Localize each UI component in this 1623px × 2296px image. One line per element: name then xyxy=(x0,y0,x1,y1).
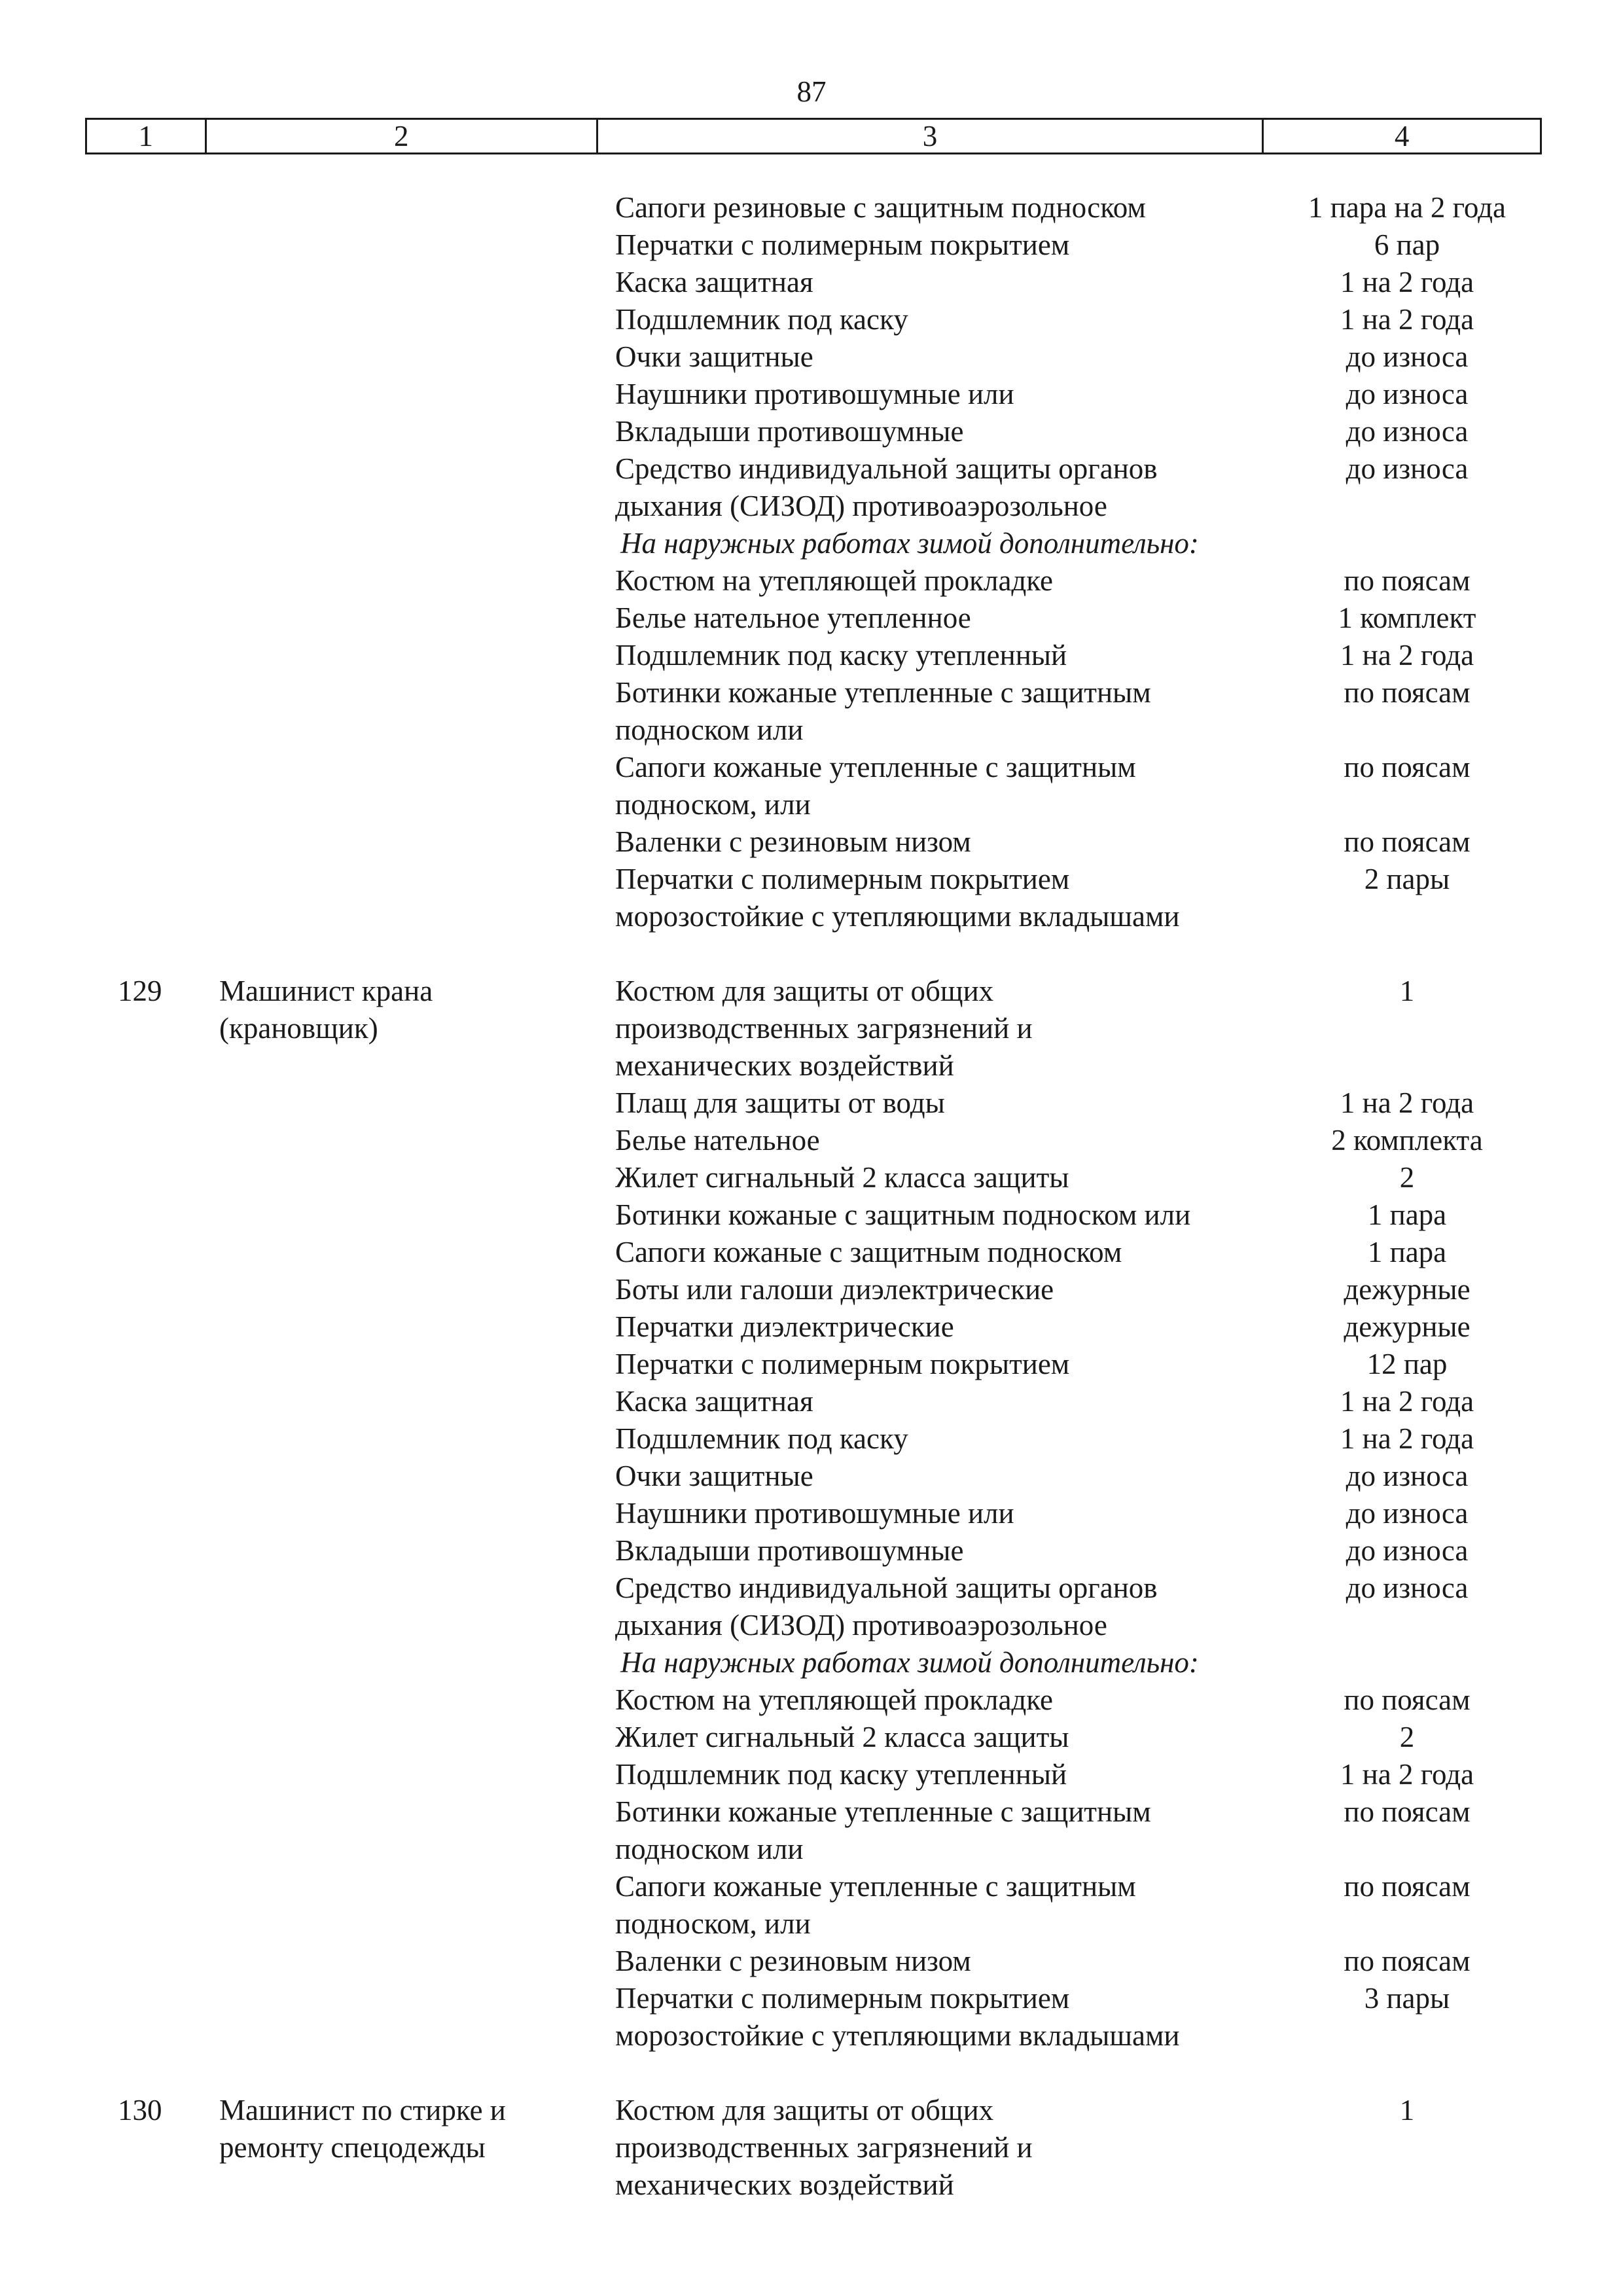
ppe-item-name: Перчатки с полимерным покрытием xyxy=(615,1348,1070,1380)
ppe-item-name: Подшлемник под каску xyxy=(615,303,908,336)
ppe-item-list xyxy=(615,189,1531,935)
ppe-item-row xyxy=(615,1458,1531,1495)
page-number: 87 xyxy=(796,75,827,108)
ppe-item-name: Сапоги кожаные утепленные с защитным подноском, или xyxy=(615,751,1136,821)
profession-group xyxy=(0,189,1623,935)
ppe-item-row xyxy=(615,1495,1531,1532)
ppe-item-norm: по поясам xyxy=(1344,1683,1471,1716)
ppe-item-norm: 1 на 2 года xyxy=(1340,1758,1474,1791)
ppe-item-row xyxy=(615,189,1531,226)
ppe-item-norm: 1 xyxy=(1399,2094,1415,2126)
ppe-item-norm: 1 на 2 года xyxy=(1340,1422,1474,1455)
ppe-item-name: Белье нательное xyxy=(615,1124,820,1157)
ppe-item-norm: 2 xyxy=(1399,1161,1415,1194)
ppe-item-row xyxy=(615,1159,1531,1196)
ppe-item-name: Средство индивидуальной защиты органов дыхания (СИЗОД) противоаэрозольное xyxy=(615,452,1158,522)
column-header-table xyxy=(85,118,1542,154)
ppe-item-row xyxy=(615,1980,1531,2054)
ppe-item-name: Очки защитные xyxy=(615,340,813,373)
ppe-item-list xyxy=(615,2092,1531,2204)
ppe-item-row xyxy=(615,1756,1531,1793)
ppe-item-row xyxy=(615,1122,1531,1159)
ppe-item-name: Средство индивидуальной защиты органов дыхания (СИЗОД) противоаэрозольное xyxy=(615,1571,1158,1641)
ppe-item-row xyxy=(615,264,1531,301)
ppe-item-name: Вкладыши противошумные xyxy=(615,1534,964,1567)
ppe-item-name: Плащ для защиты от воды xyxy=(615,1086,945,1119)
ppe-item-norm: до износа xyxy=(1346,452,1469,485)
ppe-item-name: Перчатки диэлектрические xyxy=(615,1310,954,1343)
ppe-item-row xyxy=(615,1383,1531,1420)
ppe-item-name: Перчатки с полимерным покрытием морозостойкие с утепляющими вкладышами xyxy=(615,863,1180,933)
profession-group xyxy=(0,2092,1623,2204)
ppe-item-row xyxy=(615,1943,1531,1980)
ppe-item-norm: до износа xyxy=(1346,1571,1469,1604)
row-number: 129 xyxy=(118,975,162,1007)
profession-name: Машинист крана (крановщик) xyxy=(219,975,433,1045)
profession-group xyxy=(0,973,1623,2054)
ppe-item-name: Перчатки с полимерным покрытием xyxy=(615,228,1070,261)
ppe-item-name: Каска защитная xyxy=(615,1385,813,1418)
ppe-item-norm: по поясам xyxy=(1344,751,1471,783)
ppe-item-name: Костюм на утепляющей прокладке xyxy=(615,1683,1054,1716)
column-header-2: 2 xyxy=(205,120,596,152)
ppe-norms-table-body xyxy=(0,189,1623,2241)
ppe-item-norm: 2 комплекта xyxy=(1331,1124,1483,1157)
ppe-item-name: Жилет сигнальный 2 класса защиты xyxy=(615,1161,1069,1194)
ppe-item-row xyxy=(615,376,1531,413)
ppe-item-row xyxy=(615,450,1531,525)
ppe-item-name: Сапоги резиновые с защитным подноском xyxy=(615,191,1146,224)
ppe-item-name: Ботинки кожаные с защитным подноском или xyxy=(615,1198,1191,1231)
ppe-item-norm: 12 пар xyxy=(1366,1348,1448,1380)
ppe-item-norm: до износа xyxy=(1346,1497,1469,1530)
ppe-item-row xyxy=(615,861,1531,935)
ppe-item-row xyxy=(615,1570,1531,1644)
ppe-item-norm: 1 на 2 года xyxy=(1340,303,1474,336)
ppe-item-row xyxy=(615,1234,1531,1271)
profession-name: Машинист по стирке и ремонту спецодежды xyxy=(219,2094,506,2164)
ppe-item-name: Валенки с резиновым низом xyxy=(615,825,971,858)
ppe-item-name: Подшлемник под каску утепленный xyxy=(615,1758,1067,1791)
ppe-item-norm: по поясам xyxy=(1344,825,1471,858)
row-number: 130 xyxy=(118,2094,162,2126)
ppe-item-row xyxy=(615,413,1531,450)
ppe-item-row xyxy=(615,600,1531,637)
ppe-item-row xyxy=(615,1420,1531,1458)
ppe-item-norm: по поясам xyxy=(1344,676,1471,709)
ppe-item-name: Боты или галоши диэлектрические xyxy=(615,1273,1054,1306)
ppe-item-row xyxy=(615,1271,1531,1308)
ppe-item-name: Валенки с резиновым низом xyxy=(615,1945,971,1977)
ppe-item-name: Ботинки кожаные утепленные с защитным подноском или xyxy=(615,1795,1151,1865)
ppe-item-row xyxy=(615,674,1531,749)
column-header-4: 4 xyxy=(1262,120,1540,152)
ppe-item-row xyxy=(615,1196,1531,1234)
column-header-3: 3 xyxy=(596,120,1262,152)
column-header-1: 1 xyxy=(138,120,153,152)
ppe-item-row xyxy=(615,1793,1531,1868)
ppe-item-name: Жилет сигнальный 2 класса защиты xyxy=(615,1721,1069,1753)
ppe-item-norm: по поясам xyxy=(1344,564,1471,597)
ppe-item-row xyxy=(615,637,1531,674)
ppe-item-norm: по поясам xyxy=(1344,1795,1471,1828)
ppe-item-norm: 1 на 2 года xyxy=(1340,266,1474,298)
ppe-item-norm: 2 xyxy=(1399,1721,1415,1753)
ppe-item-name: Наушники противошумные или xyxy=(615,1497,1014,1530)
ppe-item-name: Костюм для защиты от общих производственных загрязнений и механических воздействий xyxy=(615,975,1033,1082)
ppe-item-name: Белье нательное утепленное xyxy=(615,601,971,634)
section-subheading: На наружных работах зимой дополнительно: xyxy=(620,1646,1199,1679)
ppe-item-row xyxy=(615,1346,1531,1383)
ppe-item-norm: 6 пар xyxy=(1374,228,1440,261)
ppe-item-row xyxy=(615,1681,1531,1719)
ppe-item-name: Перчатки с полимерным покрытием морозостойкие с утепляющими вкладышами xyxy=(615,1982,1180,2052)
ppe-item-norm: 1 пара xyxy=(1367,1236,1447,1268)
ppe-item-norm: 1 xyxy=(1399,975,1415,1007)
ppe-item-norm: по поясам xyxy=(1344,1945,1471,1977)
ppe-item-name: Ботинки кожаные утепленные с защитным подноском или xyxy=(615,676,1151,746)
ppe-item-row xyxy=(615,226,1531,264)
ppe-item-row xyxy=(615,1868,1531,1943)
ppe-item-row xyxy=(615,749,1531,823)
ppe-item-norm: 1 пара xyxy=(1367,1198,1447,1231)
ppe-item-row xyxy=(615,1719,1531,1756)
ppe-item-name: Очки защитные xyxy=(615,1460,813,1492)
ppe-item-name: Костюм на утепляющей прокладке xyxy=(615,564,1054,597)
ppe-item-row xyxy=(615,2092,1531,2204)
ppe-item-name: Каска защитная xyxy=(615,266,813,298)
ppe-item-name: Подшлемник под каску xyxy=(615,1422,908,1455)
ppe-item-norm: 2 пары xyxy=(1364,863,1450,895)
ppe-item-norm: до износа xyxy=(1346,340,1469,373)
ppe-item-name: Наушники противошумные или xyxy=(615,378,1014,410)
ppe-item-norm: 3 пары xyxy=(1364,1982,1450,2015)
ppe-item-norm: дежурные xyxy=(1344,1310,1471,1343)
ppe-item-row xyxy=(615,338,1531,376)
ppe-item-norm: до износа xyxy=(1346,1534,1469,1567)
ppe-item-norm: 1 на 2 года xyxy=(1340,1385,1474,1418)
ppe-item-norm: 1 комплект xyxy=(1338,601,1476,634)
ppe-item-name: Сапоги кожаные с защитным подноском xyxy=(615,1236,1122,1268)
ppe-item-norm: 1 на 2 года xyxy=(1340,1086,1474,1119)
ppe-item-name: Костюм для защиты от общих производственных загрязнений и механических воздействий xyxy=(615,2094,1033,2201)
ppe-item-row xyxy=(615,1308,1531,1346)
ppe-item-row xyxy=(615,973,1531,1085)
ppe-item-name: Сапоги кожаные утепленные с защитным подноском, или xyxy=(615,1870,1136,1940)
ppe-item-name: Подшлемник под каску утепленный xyxy=(615,639,1067,672)
ppe-item-row xyxy=(615,1085,1531,1122)
ppe-item-norm: до износа xyxy=(1346,415,1469,448)
ppe-item-norm: 1 на 2 года xyxy=(1340,639,1474,672)
ppe-item-norm: до износа xyxy=(1346,378,1469,410)
ppe-item-row xyxy=(615,1532,1531,1570)
ppe-item-row xyxy=(615,823,1531,861)
ppe-item-norm: до износа xyxy=(1346,1460,1469,1492)
ppe-item-norm: по поясам xyxy=(1344,1870,1471,1903)
ppe-item-name: Вкладыши противошумные xyxy=(615,415,964,448)
ppe-item-list xyxy=(615,973,1531,2054)
ppe-item-norm: 1 пара на 2 года xyxy=(1308,191,1506,224)
ppe-item-norm: дежурные xyxy=(1344,1273,1471,1306)
section-subheading: На наружных работах зимой дополнительно: xyxy=(620,527,1199,560)
ppe-item-row xyxy=(615,562,1531,600)
ppe-item-row xyxy=(615,301,1531,338)
